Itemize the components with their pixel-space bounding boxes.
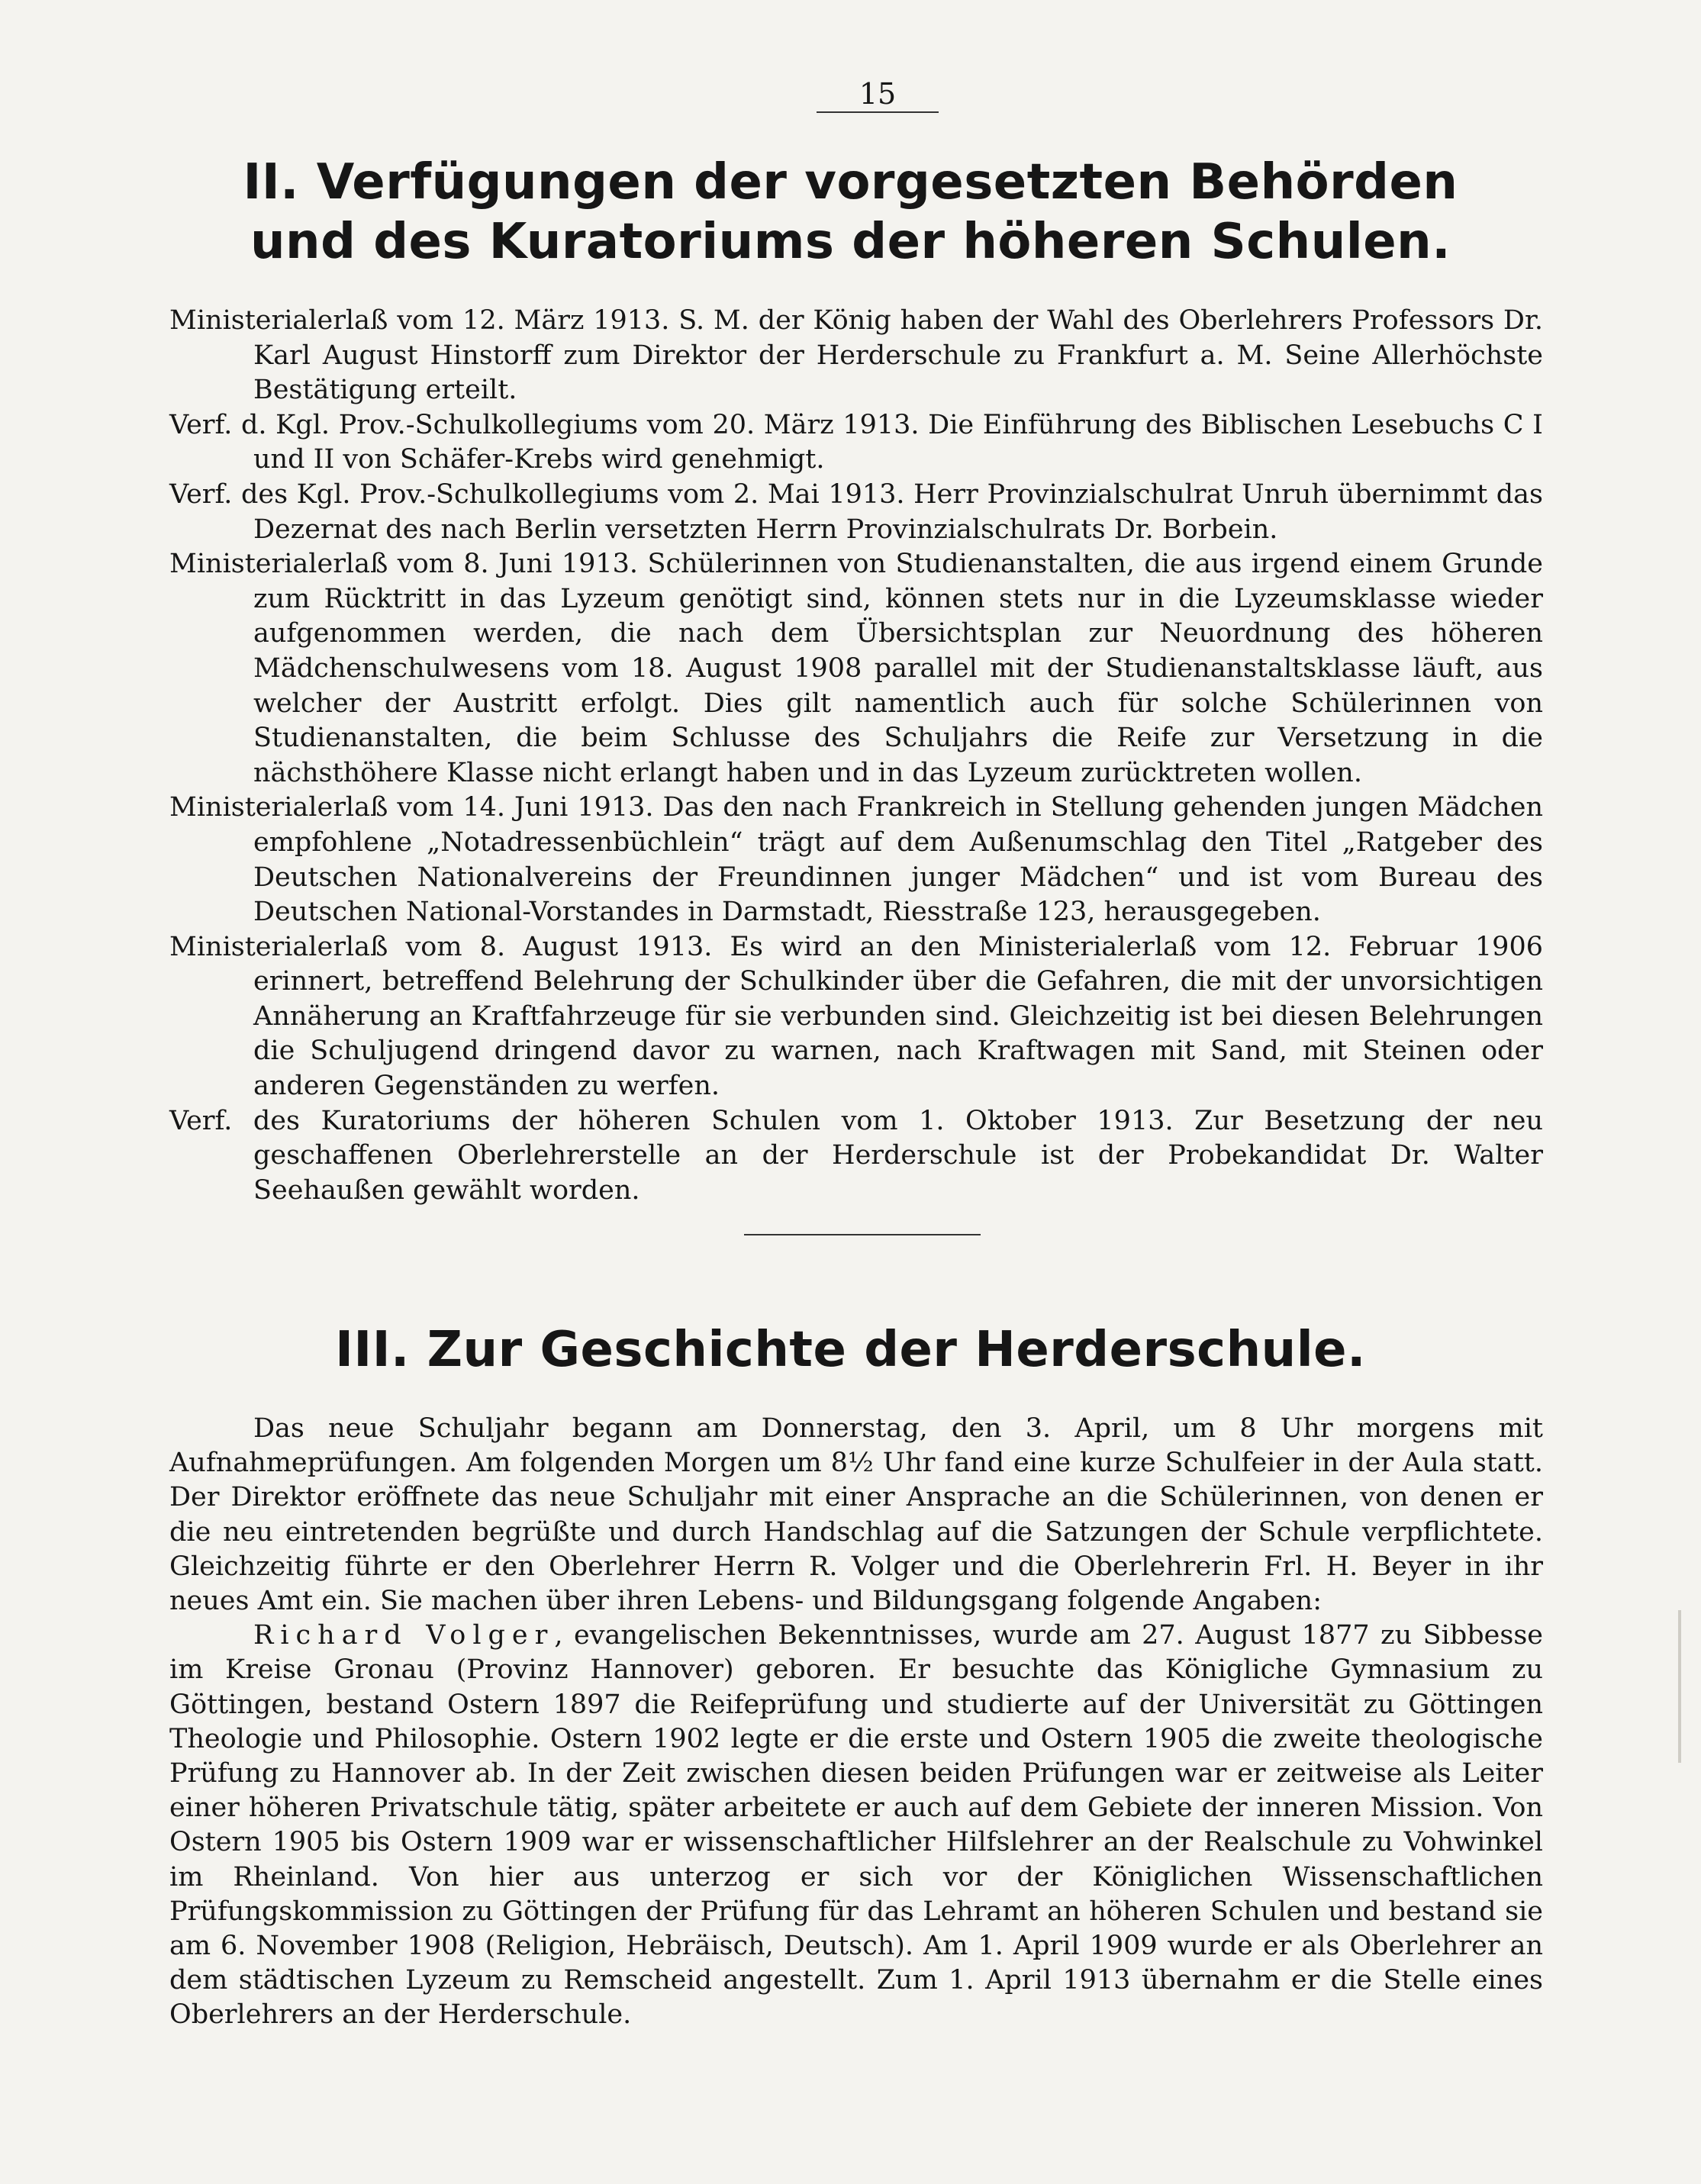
teacher-biography: , evangelischen Bekenntnisses, wurde am 27. August 1877 zu Sibbesse im Kreise Gronau (Provinz Hannover) geboren. Er besuchte das Königliche Gymnasium zu Göttingen, bestand Ostern 1897 die Reifeprüfung und studierte auf der Universität zu Göttingen Theologie und Philosophie. Ostern 1902 legte er die erste und Ostern 1905 die zweite theologische Prüfung zu Hannover ab. In der Zeit zwischen diesen beiden Prüfungen war er zeitweise als Leiter einer höheren Privatschule tätig, später arbeitete er auch auf dem Gebiete der inneren Mission. Von Ostern 1905 bis Ostern 1909 war er wissenschaftlicher Hilfslehrer an der Realschule zu Vohwinkel im Rheinland. Von hier aus unterzog er sich vor der Königlichen Wissenschaftlichen Prüfungskommission zu Göttingen der Prüfung für das Lehramt an höheren Schulen und bestand sie am 6. November 1908 (Religion, Hebräisch, Deutsch). Am 1. April 1909 wurde er als Oberlehrer an dem städtischen Lyzeum zu Remscheid angestellt. Zum 1. April 1913 übernahm er die Stelle eines Oberlehrers an der Herderschule. bbox=[169, 1620, 1543, 2031]
decree-entry: Verf. des Kgl. Prov.-Schulkollegiums vom 2. Mai 1913. Herr Provinzialschulrat Unruh übernimmt das Dezernat des nach Berlin versetzten Herrn Provinzialschulrats Dr. Borbein. bbox=[169, 478, 1543, 545]
decree-entry: Ministerialerlaß vom 12. März 1913. S. M. der König haben der Wahl des Oberlehrers Professors Dr. Karl August Hinstorff zum Direktor der Herderschule zu Frankfurt a. M. Seine Allerhöchste Bestätigung erteilt. bbox=[169, 305, 1543, 406]
school-history bbox=[169, 1412, 1543, 2033]
page-number: 15 bbox=[817, 76, 939, 113]
decree-entry: Ministerialerlaß vom 14. Juni 1913. Das den nach Frankreich in Stellung gehenden jungen Mädchen empfohlene „Notadressenbüchlein“ trägt auf dem Außenumschlag den Titel „Ratgeber des Deutschen Nationalvereins der Freundinnen junger Mädchen“ und ist vom Bureau des Deutschen National-Vorstandes in Darmstadt, Riesstraße 123, herausgegeben. bbox=[169, 792, 1543, 928]
decree-entry: Verf. des Kuratoriums der höheren Schulen vom 1. Oktober 1913. Zur Besetzung der neu geschaffenen Oberlehrerstelle an der Herderschule ist der Probekandidat Dr. Walter Seehaußen gewählt worden. bbox=[169, 1105, 1543, 1206]
section-2-title-line-1: II. Verfügungen der vorgesetzten Behörden bbox=[243, 154, 1458, 211]
section-3-title: III. Zur Geschichte der Herderschule. bbox=[335, 1322, 1366, 1378]
history-paragraph-1: Das neue Schuljahr begann am Donnerstag, den 3. April, um 8 Uhr morgens mit Aufnahmeprüfungen. Am folgenden Morgen um 8½ Uhr fand eine kurze Schulfeier in der Aula statt. Der Direktor eröffnete das neue Schuljahr mit einer Ansprache an die Schülerinnen, von denen er die neu eintretenden begrüßte und durch Handschlag auf die Satzungen der Schule verpflichtete. Gleichzeitig führte er den Oberlehrer Herrn R. Volger und die Oberlehrerin Frl. H. Beyer in ihr neues Amt ein. Sie machen über ihren Lebens- und Bildungsgang folgende Angaben: bbox=[169, 1413, 1543, 1617]
decree-entry: Ministerialerlaß vom 8. Juni 1913. Schülerinnen von Studienanstalten, die aus irgend einem Grunde zum Rücktritt in das Lyzeum genötigt sind, können stets nur in die Lyzeumsklasse wieder aufgenommen werden, die nach dem Übersichtsplan zur Neuordnung des höheren Mädchenschulwesens vom 18. August 1908 parallel mit der Studienanstaltsklasse läuft, aus welcher der Austritt erfolgt. Dies gilt namentlich auch für solche Schülerinnen von Studienanstalten, die beim Schlusse des Schuljahrs die Reife zur Versetzung in die nächsthöhere Klasse nicht erlangt haben und in das Lyzeum zurücktreten wollen. bbox=[169, 549, 1543, 788]
decree-list bbox=[169, 304, 1543, 1208]
section-divider bbox=[744, 1234, 981, 1235]
history-paragraph-2 bbox=[169, 1619, 1543, 2032]
decree-entry: Ministerialerlaß vom 8. August 1913. Es wird an den Ministerialerlaß vom 12. Februar 1906 erinnert, betreffend Belehrung der Schulkinder über die Gefahren, die mit der unvorsichtigen Annäherung an Kraftfahrzeuge für sie verbunden sind. Gleichzeitig ist bei diesen Belehrungen die Schuljugend dringend davor zu warnen, nach Kraftwagen mit Sand, mit Steinen oder anderen Gegenständen zu werfen. bbox=[169, 931, 1543, 1102]
section-2-title-line-2: und des Kuratoriums der höheren Schulen. bbox=[250, 214, 1451, 270]
teacher-name: Richard Volger bbox=[253, 1620, 555, 1651]
page-edge-mark bbox=[1678, 1610, 1681, 1763]
section-2-title bbox=[0, 153, 1701, 272]
decree-entry: Verf. d. Kgl. Prov.-Schulkollegiums vom 20. März 1913. Die Einführung des Biblischen Lesebuchs C I und II von Schäfer-Krebs wird genehmigt. bbox=[169, 409, 1543, 475]
